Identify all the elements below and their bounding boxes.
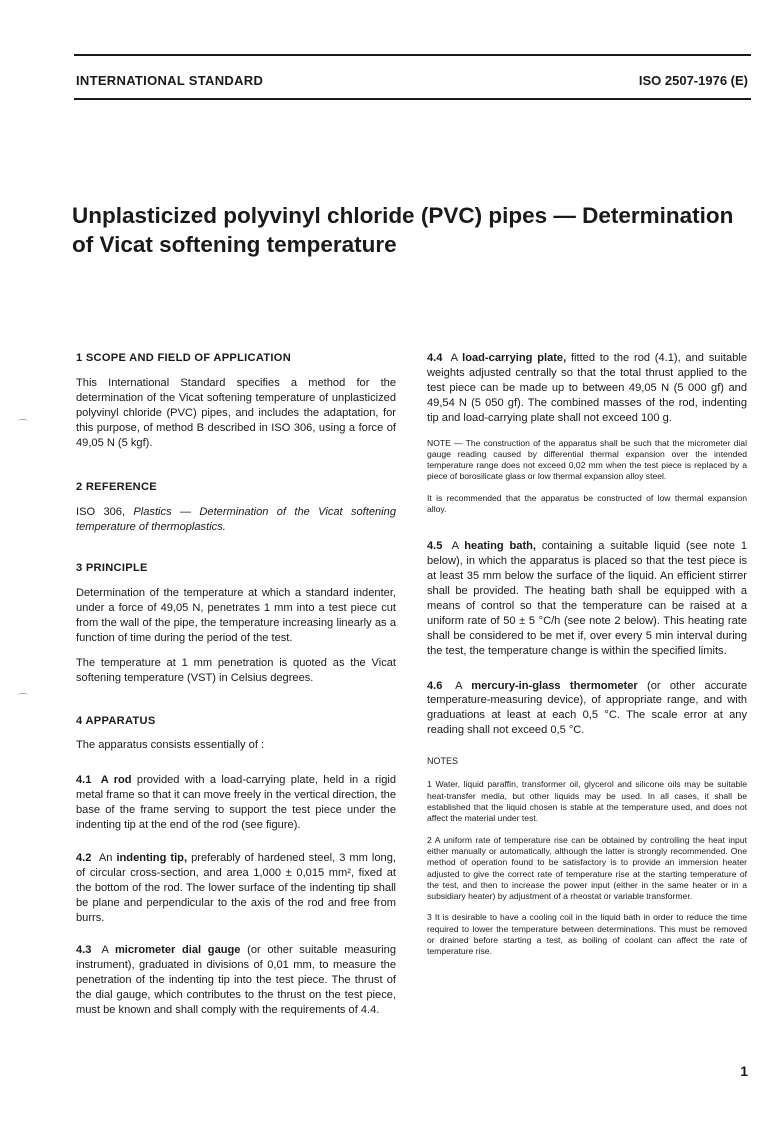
clause-4-1: 4.1 A rod provided with a load-carrying plate, held in a rigid metal frame so that it can move freely in the vertical direction, the base of the frame serving to support the test piece under the indenting tip at the end of the rod (see figure). bbox=[76, 774, 397, 832]
clause-4-2: 4.2 An indenting tip, preferably of hardened steel, 3 mm long, of circular cross-section, and area 1,000 ± 0,015 mm², fixed at the bottom of the rod. The lower surface of the indenting tip shall be plane and perpendicular to the axis of the rod and free from burrs. bbox=[76, 851, 396, 924]
clause-4-3: 4.3 A micrometer dial gauge (or other suitable measuring instrument), graduated in divisions of 0,01 mm, to measure the penetration of the indenting tip into the test piece. The thrust of the dial gauge, which contributes to the thrust on the test piece, must be known and shall comply with the requirements of 4.4. bbox=[76, 944, 396, 1017]
paragraph: The apparatus consists essentially of : bbox=[76, 739, 265, 752]
document-number: ISO 2507-1976 (E) bbox=[638, 73, 748, 88]
note: NOTE — The construction of the apparatus shall be such that the micrometer dial gauge reading caused by differential thermal expansion over the intended temperature range does not exceed 0,02 mm when the test piece is replaced by a piece of borosilicate glass or low thermal expansion alloy steel. bbox=[427, 437, 747, 482]
left-column bbox=[76, 351, 396, 1018]
note-3: 3 It is desirable to have a cooling coil in the liquid bath in order to reduce the time required to lower the temperature between determinations. This must be removed or drained before starting a test, as boiling of coolant can affect the rate of temperature rise. bbox=[427, 912, 747, 957]
right-column bbox=[427, 351, 747, 958]
section-principle bbox=[76, 561, 396, 685]
notes-heading: NOTES bbox=[427, 756, 459, 767]
section-heading: 1 SCOPE AND FIELD OF APPLICATION bbox=[76, 352, 292, 364]
clause-4-6: 4.6 A mercury-in-glass thermometer (or other accurate temperature-measuring device), of appropriate range, and with graduations at least at each 0,5 °C. The scale error at any reading shall not exceed 0,5 °C. bbox=[427, 679, 747, 737]
paragraph: Determination of the temperature at which a standard indenter, under a force of 49,05 N, penetrates 1 mm into a test piece cut from the wall of the pipe, the temperature increasing linearly as a function of time during the period of the test. bbox=[76, 587, 396, 644]
header-rule-top bbox=[74, 54, 751, 56]
document-type: INTERNATIONAL STANDARD bbox=[76, 73, 264, 88]
scan-mark: ⌒ bbox=[18, 694, 28, 705]
section-heading: 2 REFERENCE bbox=[76, 481, 157, 494]
scan-mark: ⌒ bbox=[18, 420, 28, 431]
note-1: 1 Water, liquid paraffin, transformer oil, glycerol and silicone oils may be suitable heat-transfer media, but other liquids may be used. In all cases, it shall be established that the liquid chosen is stable at the temperature used, and does not affect the material under test. bbox=[427, 779, 747, 824]
paragraph: The temperature at 1 mm penetration is quoted as the Vicat softening temperature (VST) in Celsius degrees. bbox=[76, 656, 396, 684]
section-reference bbox=[76, 480, 396, 535]
page-title: Unplasticized polyvinyl chloride (PVC) pipes — Determination of Vicat softening temperature bbox=[72, 203, 734, 257]
page-number: 1 bbox=[740, 1063, 748, 1079]
note: It is recommended that the apparatus be constructed of low thermal expansion alloy. bbox=[427, 492, 747, 515]
paragraph: This International Standard specifies a method for the determination of the Vicat softening temperature of unplasticized polyvinyl chloride (PVC) pipes, and includes the adaptation, for this purpose, of method B described in ISO 306, using a force of 49,05 N (5 kgf). bbox=[76, 376, 396, 449]
section-heading: 3 PRINCIPLE bbox=[76, 562, 148, 575]
note-2: 2 A uniform rate of temperature rise can be obtained by controlling the heat input either manually or automatically, although the latter is strongly recommended. One method of operation found to be satisfactory is to provide an immersion heater adjusted to give the correct rate of temperature rise at the starting temperature of the test, and then to increase the power input (either in the same heater or in a subsidiary heater) by adjustment of a rheostat or variable transformer. bbox=[427, 834, 747, 902]
clause-4-5: 4.5 A heating bath, containing a suitable liquid (see note 1 below), in which the apparatus is placed so that the test piece is at least 35 mm below the surface of the liquid. An efficient stirrer shall be provided. The heating bath shall be equipped with a means of control so that the temperature can be raised at a uniform rate of 50 ± 5 °C/h (see note 2 below). This heating rate shall be considered to be met if, over every 5 min interval during the test, the temperature change is within the specified limits. bbox=[427, 540, 747, 657]
header-rule-bottom bbox=[74, 98, 751, 100]
section-apparatus bbox=[76, 714, 396, 1019]
section-heading: 4 APPARATUS bbox=[76, 714, 156, 727]
clause-4-4: 4.4 A load-carrying plate, fitted to the rod (4.1), and suitable weights adjusted centrally so that the total thrust applied to the test piece can be made up to between 49,05 N (5 000 gf) and 49,54 N (5 050 gf). The combined masses of the rod, indenting tip and load-carrying plate shall not exceed 100 g. bbox=[427, 352, 747, 424]
section-scope bbox=[76, 351, 396, 450]
paragraph: ISO 306, Plastics — Determination of the Vicat softening temperature of thermoplastics. bbox=[76, 506, 396, 534]
